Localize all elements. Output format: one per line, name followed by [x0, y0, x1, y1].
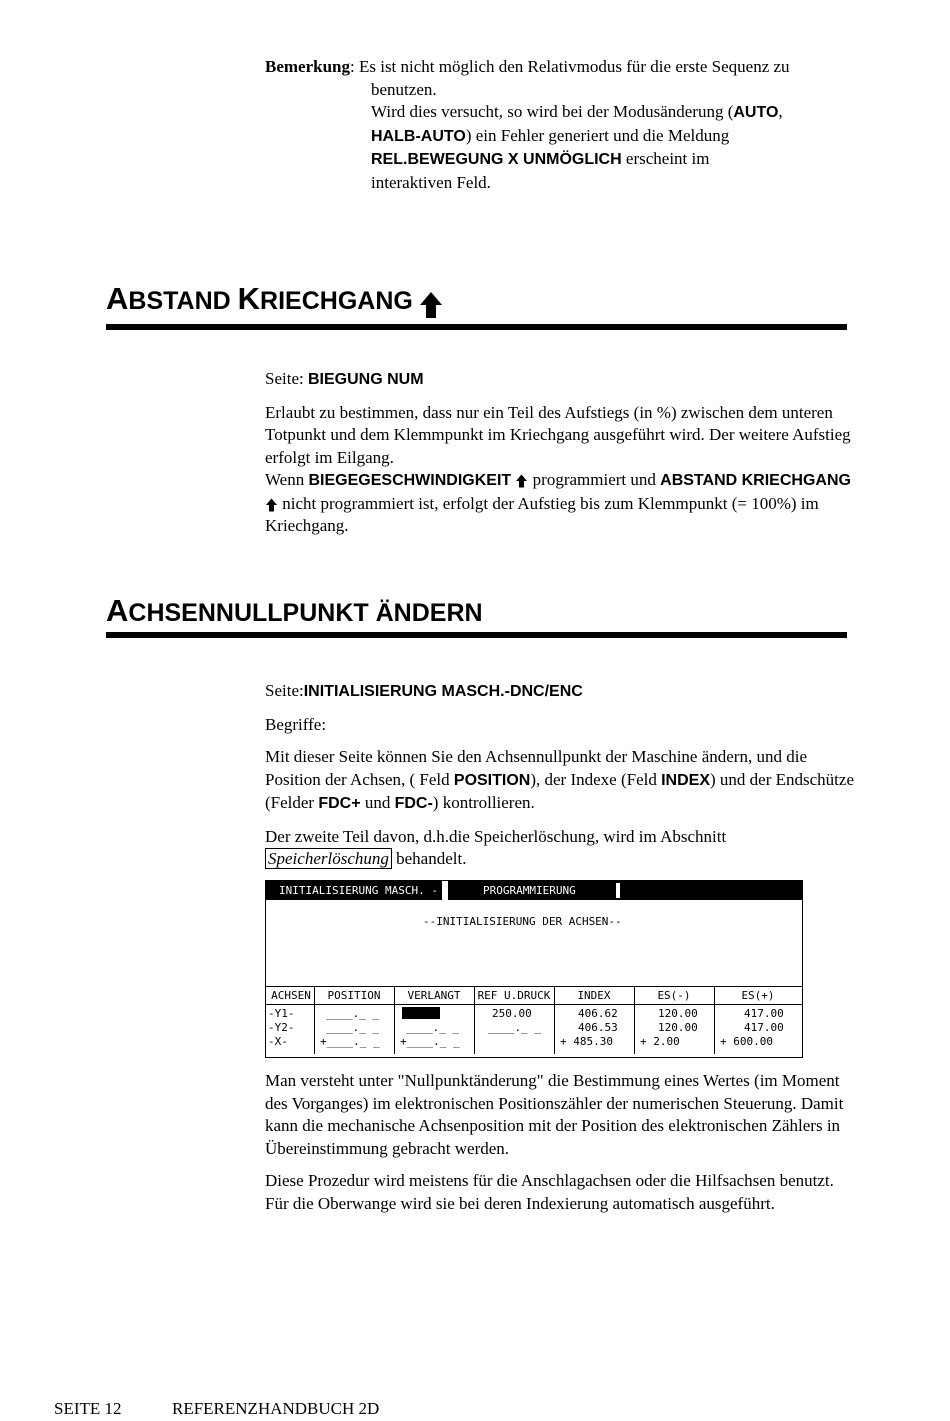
paragraph: Begriffe:	[265, 714, 327, 734]
page-number: SEITE 12	[54, 1399, 122, 1418]
paragraph: Der zweite Teil davon, d.h.die Speicherlöschung, wird im Abschnitt Speicherlöschung behandelt.	[265, 826, 727, 868]
index-value: 406.53	[578, 1021, 618, 1034]
position-input[interactable]: +____._ _	[320, 1035, 380, 1048]
seite-line: Seite:INITIALISIERUNG MASCH.-DNC/ENC	[265, 681, 583, 700]
machine-screen	[265, 880, 803, 1058]
section2-body	[265, 680, 855, 871]
error-message: REL.BEWEGUNG X UNMÖGLICH	[371, 151, 622, 168]
screen-titlebar	[266, 881, 802, 900]
book-title: REFERENZHANDBUCH 2D	[172, 1399, 380, 1418]
section2-body-continued	[265, 1070, 855, 1215]
verlangt-input[interactable]: ____._ _	[406, 1021, 459, 1034]
verlangt-input-active[interactable]	[402, 1007, 440, 1022]
col-header: POSITION	[327, 989, 381, 1002]
remark-line-3: Wird dies versucht, so wird bei der Modusänderung (AUTO,	[371, 102, 783, 121]
section-heading-achsennullpunkt: ACHSENNULLPUNKT ÄNDERN	[106, 600, 847, 638]
mode-auto: AUTO	[733, 104, 779, 121]
arrow-up-icon	[418, 290, 444, 320]
paragraph: Diese Prozedur wird meistens für die Anschlagachsen oder die Hilfsachsen benutzt. Für die Oberwange wird sie bei deren Indexierung automatisch ausgeführt.	[265, 1171, 834, 1213]
table-row-axis: -Y2-	[268, 1021, 295, 1034]
es-plus-value: 417.00	[744, 1021, 784, 1034]
page-footer	[54, 1398, 379, 1421]
remark-line-5: REL.BEWEGUNG X UNMÖGLICH erscheint im	[371, 149, 710, 168]
screen-title: INITIALISIERUNG MASCH. -	[279, 884, 438, 897]
col-header: ES(-)	[657, 989, 691, 1002]
section1-body	[265, 368, 855, 538]
es-plus-value: + 600.00	[720, 1035, 773, 1048]
screen-subtitle: --INITIALISIERUNG DER ACHSEN--	[423, 915, 622, 928]
verlangt-input[interactable]: +____._ _	[400, 1035, 460, 1048]
index-value: 406.62	[578, 1007, 618, 1020]
paragraph: Wenn BIEGEGESCHWINDIGKEIT programmiert und ABSTAND KRIECHGANG nicht programmiert ist, erfolgt der Aufstieg bis zum Klemmpunkt (= 100%) im Kriechgang.	[265, 470, 851, 535]
ref-input[interactable]: ____._ _	[488, 1021, 541, 1034]
es-plus-value: 417.00	[744, 1007, 784, 1020]
col-header: ES(+)	[741, 989, 775, 1002]
position-input[interactable]: ____._ _	[326, 1021, 379, 1034]
section-heading-abstand-kriechgang: ABSTAND KRIECHGANG	[106, 288, 847, 330]
remark-line-6: interaktiven Feld.	[371, 172, 491, 192]
remark-label: Bemerkung	[265, 57, 350, 76]
table-row-axis: -X-	[268, 1035, 288, 1048]
col-header: VERLANGT	[407, 989, 461, 1002]
position-input[interactable]: ____._ _	[326, 1007, 379, 1020]
speicherloeschung-link[interactable]: Speicherlöschung	[265, 848, 392, 869]
remark-line-1: Bemerkung: Es ist nicht möglich den Relativmodus für die erste Sequenz zu	[265, 57, 790, 76]
col-header: INDEX	[577, 989, 611, 1002]
remark-line-4: HALB-AUTO) ein Fehler generiert und die Meldung	[371, 125, 730, 145]
screen-mode: PROGRAMMIERUNG	[483, 884, 576, 897]
paragraph: Erlaubt zu bestimmen, dass nur ein Teil des Aufstiegs (in %) zwischen dem unteren Totpunkt und dem Klemmpunkt im Kriechgang ausgeführt wird. Der weitere Aufstieg erfolgt im Eilgang.	[265, 402, 851, 467]
axes-table	[266, 986, 802, 1057]
mode-halbauto: HALB-AUTO	[371, 127, 466, 145]
seite-value: BIEGUNG NUM	[307, 371, 424, 388]
seite-line: Seite: BIEGUNG NUM	[265, 369, 424, 388]
col-header: ACHSEN	[271, 989, 311, 1002]
remark-block	[265, 56, 855, 194]
seite-value: INITIALISIERUNG MASCH.-DNC/ENC	[303, 683, 583, 700]
es-minus-value: 120.00	[658, 1007, 698, 1020]
arrow-up-icon	[515, 473, 528, 489]
paragraph: Mit dieser Seite können Sie den Achsennullpunkt der Maschine ändern, und die Position der Achsen, ( Feld POSITION), der Indexe (Feld INDEX) und der Endschütze (Felder FDC+ und FDC-) kontrollieren.	[265, 747, 854, 812]
table-row-axis: -Y1-	[268, 1007, 295, 1020]
col-header: REF U.DRUCK	[477, 989, 551, 1002]
es-minus-value: 120.00	[658, 1021, 698, 1034]
index-value: + 485.30	[560, 1035, 613, 1048]
remark-line-2: benutzen.	[371, 79, 437, 99]
arrow-up-icon	[265, 497, 278, 513]
es-minus-value: + 2.00	[640, 1035, 680, 1048]
ref-value: 250.00	[492, 1007, 532, 1020]
paragraph: Man versteht unter "Nullpunktänderung" die Bestimmung eines Wertes (im Moment des Vorganges) im elektronischen Positionszähler der numerischen Steuerung. Damit kann die mechanische Achsenposition mit der Position des elektronischen Zählers in Übereinstimmung gebracht werden.	[265, 1071, 844, 1158]
